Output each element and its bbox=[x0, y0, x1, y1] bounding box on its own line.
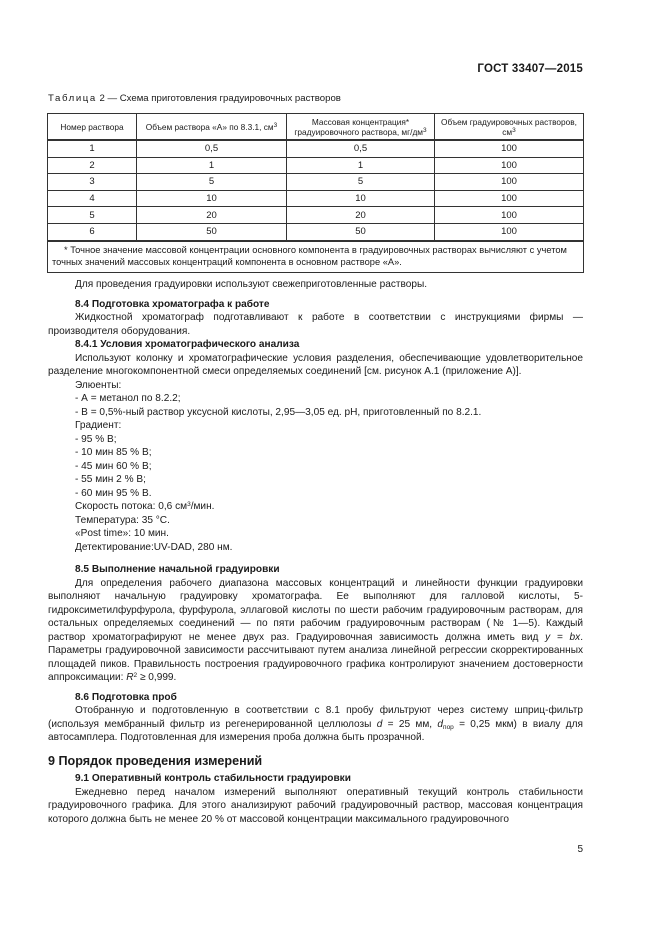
flow-rate: Скорость потока: 0,6 $см^3$/мин. bbox=[75, 501, 215, 512]
cell: 6 bbox=[48, 223, 137, 240]
col-header-volume-a: Объем раствора «А» по 8.3.1, $см^3$ bbox=[137, 114, 287, 141]
cell: 50 bbox=[137, 223, 287, 240]
table-caption-label: Таблица bbox=[48, 93, 97, 104]
cell: 100 bbox=[435, 190, 584, 207]
calibration-table bbox=[47, 113, 584, 273]
cell: 100 bbox=[435, 157, 584, 174]
cell: 5 bbox=[48, 207, 137, 224]
cell: 0,5 bbox=[287, 140, 435, 157]
table-row bbox=[48, 140, 584, 157]
cell: 4 bbox=[48, 190, 137, 207]
eluents-label: Элюенты: bbox=[75, 379, 122, 391]
page-number: 5 bbox=[577, 844, 583, 855]
cell: 1 bbox=[137, 157, 287, 174]
cell: 2 bbox=[48, 157, 137, 174]
cell: 100 bbox=[435, 223, 584, 240]
paragraph-9-1: Ежедневно перед началом измерений выполняют оперативный текущий контроль стабильности градуировочного графика. Для этого анализируют рабочий градуировочный раствор, массовая концентрация которого должна быть не менее 20 % от массовой концентрации максимального градуировочного bbox=[48, 786, 583, 825]
cell: 5 bbox=[137, 174, 287, 191]
table-row bbox=[48, 174, 584, 191]
table-row bbox=[48, 223, 584, 240]
paragraph-8-5: Для определения рабочего диапазона массовых концентраций и линейности функции градуировки выполняют начальную градуировку хроматографа. Ее выполняют для галловой кислоты, 5-гидроксиметилфурфурола, фурфурола, эллаговой кислоты по шести рабочим градуировочным растворам, для остальных определяемых соединений — по пяти рабочим градуировочным растворам (№ 1—5). Каждый раствор хроматографируют не менее двух раз. Градуировочная зависимость должна иметь вид y = bx. Параметры градуировочной зависимости рассчитывают путем анализа линейной регрессии скорректированных площадей пиков. Правильность построения градуировочного графика контролируют значением достоверности аппроксимации: $R^2 \ge 0,999$. bbox=[48, 577, 583, 683]
heading-8-4: 8.4 Подготовка хроматографа к работе bbox=[75, 298, 270, 310]
gradient-step: - 45 мин 60 % В; bbox=[75, 460, 152, 472]
table-row bbox=[48, 190, 584, 207]
detection: Детектирование:UV-DAD, 280 нм. bbox=[75, 541, 233, 553]
heading-8-5: 8.5 Выполнение начальной градуировки bbox=[75, 564, 280, 575]
eluent-a: - А = метанол по 8.2.2; bbox=[75, 393, 181, 404]
gradient-step: - 10 мин 85 % В; bbox=[75, 447, 152, 458]
col-header-mass-concentration: Массовая концентрация* градуировочного раствора, $мг/дм^3$ bbox=[287, 114, 435, 141]
table-row bbox=[48, 157, 584, 174]
table-caption bbox=[48, 93, 341, 104]
col-header-solution-number: Номер раствора bbox=[48, 114, 137, 141]
table-row bbox=[48, 207, 584, 224]
gradient-step: - 55 мин 2 % В; bbox=[75, 474, 146, 485]
heading-9: 9 Порядок проведения измерений bbox=[48, 753, 263, 768]
cell: 20 bbox=[137, 207, 287, 224]
table-header-row bbox=[48, 114, 584, 141]
cell: 1 bbox=[48, 140, 137, 157]
cell: 100 bbox=[435, 140, 584, 157]
temperature: Температура: 35 °С. bbox=[75, 514, 170, 526]
eluent-b: - В = 0,5%-ный раствор уксусной кислоты, 2,95—3,05 ед. рН, приготовленный по 8.2.1. bbox=[75, 406, 482, 418]
paragraph-8-6: Отобранную и подготовленную в соответствии с 8.1 пробу фильтруют через систему шприц-фильтр (используя мембранный фильтр из регенерированной целлюлозы d = 25 мм, $d_{пор} = 0,25$ мкм) в виалу для автосамплера. Подготовленная для измерения проба должна быть прозрачной. bbox=[48, 705, 584, 743]
cell: 5 bbox=[287, 174, 435, 191]
col-header-calibration-volume: Объем градуировочных растворов, $см^3$ bbox=[435, 114, 584, 141]
table-note-row bbox=[48, 241, 584, 273]
paragraph-fresh-solutions: Для проведения градуировки используют свежеприготовленные растворы. bbox=[75, 279, 428, 290]
table-note: * Точное значение массовой концентрации основного компонента в градуировочных растворах вычисляют с учетом точных значений массовых концентраций компонента в основном растворе «А». bbox=[48, 241, 584, 273]
heading-8-6: 8.6 Подготовка проб bbox=[75, 691, 177, 703]
heading-9-1: 9.1 Оперативный контроль стабильности градуировки bbox=[75, 773, 351, 784]
cell: 50 bbox=[287, 223, 435, 240]
gradient-step: - 60 мин 95 % В. bbox=[75, 487, 152, 499]
cell: 10 bbox=[137, 190, 287, 207]
cell: 3 bbox=[48, 174, 137, 191]
cell: 0,5 bbox=[137, 140, 287, 157]
gradient-label: Градиент: bbox=[75, 420, 122, 431]
post-time: «Post time»: 10 мин. bbox=[75, 528, 169, 539]
paragraph-8-4-1: Используют колонку и хроматографические условия разделения, обеспечивающие удовлетворительное разделение многокомпонентной смеси определяемых соединений [см. рисунок А.1 (приложение А)]. bbox=[48, 352, 583, 377]
cell: 100 bbox=[435, 174, 584, 191]
cell: 20 bbox=[287, 207, 435, 224]
cell: 10 bbox=[287, 190, 435, 207]
heading-8-4-1: 8.4.1 Условия хроматографического анализа bbox=[75, 339, 300, 350]
paragraph-8-4: Жидкостной хроматограф подготавливают к работе в соответствии с инструкциями фирмы — производителя оборудования. bbox=[48, 312, 583, 337]
body-text bbox=[48, 278, 584, 826]
cell: 100 bbox=[435, 207, 584, 224]
standard-code: ГОСТ 33407—2015 bbox=[477, 63, 583, 75]
gradient-step: - 95 % В; bbox=[75, 433, 117, 445]
table-caption-text: 2 — Схема приготовления градуировочных растворов bbox=[96, 93, 341, 104]
cell: 1 bbox=[287, 157, 435, 174]
